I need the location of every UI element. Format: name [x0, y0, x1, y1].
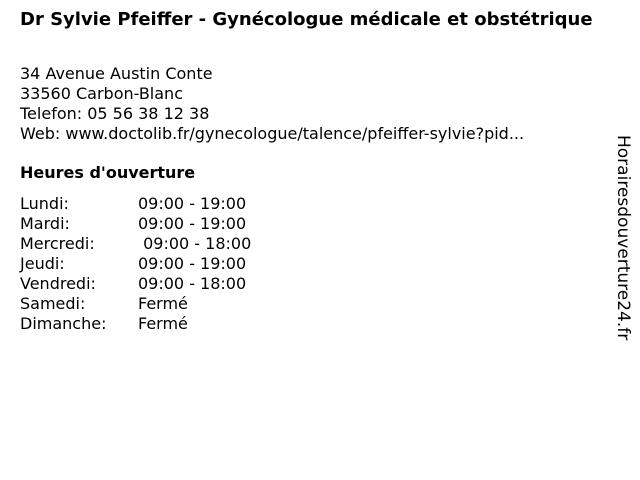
- time-value: Fermé: [138, 314, 188, 333]
- website-link[interactable]: www.doctolib.fr/gynecologue/talence/pfeiffer-sylvie?pid...: [65, 124, 525, 143]
- time-value: 09:00 - 19:00: [138, 254, 247, 273]
- day-label: Vendredi:: [20, 274, 96, 293]
- hours-row-monday: [20, 194, 251, 214]
- opening-hours-table: [20, 194, 251, 334]
- day-label: Dimanche:: [20, 314, 107, 333]
- website-row: [20, 124, 524, 144]
- time-value: 09:00 - 18:00: [138, 234, 252, 253]
- website-label: Web:: [20, 124, 61, 143]
- time-value: Fermé: [138, 294, 188, 313]
- day-label: Lundi:: [20, 194, 69, 213]
- hours-row-friday: [20, 274, 251, 294]
- day-label: Mardi:: [20, 214, 70, 233]
- day-label: Samedi:: [20, 294, 86, 313]
- site-brand-watermark: Horairesdouverture24.fr: [613, 135, 633, 341]
- time-value: 09:00 - 18:00: [138, 274, 247, 293]
- time-value: 09:00 - 19:00: [138, 194, 247, 213]
- hours-row-wednesday: [20, 234, 251, 254]
- address-street: 34 Avenue Austin Conte: [20, 64, 213, 83]
- day-label: Mercredi:: [20, 234, 95, 253]
- hours-row-saturday: [20, 294, 251, 314]
- address-city: 33560 Carbon-Blanc: [20, 84, 183, 103]
- hours-row-sunday: [20, 314, 251, 334]
- hours-row-tuesday: [20, 214, 251, 234]
- opening-hours-heading: Heures d'ouverture: [20, 163, 196, 182]
- phone-number: Telefon: 05 56 38 12 38: [20, 104, 210, 123]
- day-label: Jeudi:: [20, 254, 65, 273]
- contact-info: [20, 64, 524, 144]
- hours-row-thursday: [20, 254, 251, 274]
- page-title: Dr Sylvie Pfeiffer - Gynécologue médicale et obstétrique: [20, 9, 593, 30]
- time-value: 09:00 - 19:00: [138, 214, 247, 233]
